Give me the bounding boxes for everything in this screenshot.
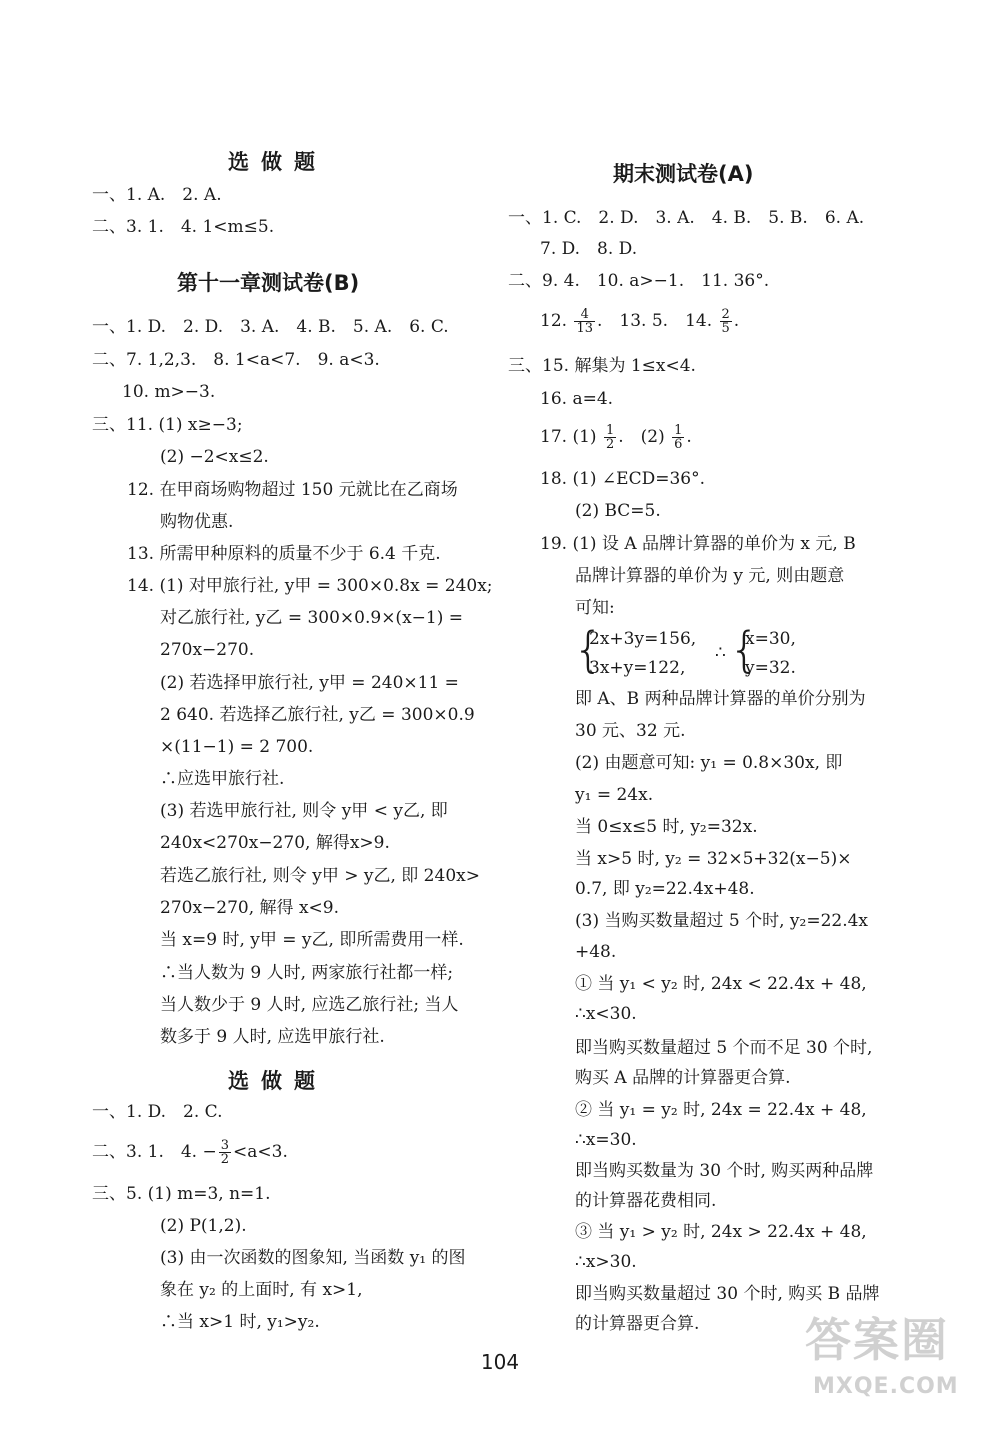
fraction bbox=[672, 424, 684, 451]
fraction-numerator: 4 bbox=[580, 307, 589, 322]
answer-line: 12. 在甲商场购物超过 150 元就比在乙商场 bbox=[127, 480, 458, 500]
watermark-logo bbox=[795, 1304, 970, 1399]
answer-line: 对乙旅行社, y乙 = 300×0.9×(x−1) = bbox=[160, 608, 463, 628]
text: . (2) bbox=[618, 427, 665, 447]
answer-line: 14. (1) 对甲旅行社, y甲 = 300×0.8x = 240x; bbox=[127, 576, 493, 596]
left-sec1-line-2: 二、3. 1. 4. 1<m≤5. bbox=[92, 217, 275, 237]
fraction-denominator: 13 bbox=[576, 321, 593, 336]
answer-line: (2) 由题意可知: y₁ = 0.8×30x, 即 bbox=[575, 753, 843, 773]
answer-line: 三、11. (1) x≥−3; bbox=[92, 415, 243, 435]
answer-line: 一、1. D. 2. D. 3. A. 4. B. 5. A. 6. C. bbox=[92, 317, 449, 337]
answer-line: (3) 若选甲旅行社, 则令 y甲 < y乙, 即 bbox=[160, 801, 448, 821]
answer-line: ∴当 x>1 时, y₁>y₂. bbox=[160, 1312, 320, 1332]
fraction bbox=[574, 308, 595, 335]
left-section-title-2: 选做题 bbox=[228, 1069, 327, 1093]
right-line: (2) BC=5. bbox=[575, 501, 661, 521]
answer-line: 即当购买数量为 30 个时, 购买两种品牌 bbox=[575, 1161, 874, 1181]
text: . bbox=[733, 311, 740, 331]
answer-line: y₁ = 24x. bbox=[575, 785, 654, 805]
answer-line: (2) −2<x≤2. bbox=[160, 447, 269, 467]
fraction-numerator: 3 bbox=[220, 1138, 229, 1153]
answer-line: +48. bbox=[575, 942, 617, 962]
left-sec2-line-1: 一、1. D. 2. C. bbox=[92, 1102, 223, 1122]
answer-line: ② 当 y₁ = y₂ 时, 24x = 22.4x + 48, bbox=[575, 1100, 867, 1120]
text: . 13. 5. 14. bbox=[597, 311, 713, 331]
answer-line: 即 A、B 两种品牌计算器的单价分别为 bbox=[575, 689, 866, 709]
answer-line: 270x−270. bbox=[160, 640, 255, 660]
answer-line: 二、7. 1,2,3. 8. 1<a<7. 9. a<3. bbox=[92, 350, 380, 370]
answer-line: 数多于 9 人时, 应选甲旅行社. bbox=[160, 1027, 385, 1047]
fraction-numerator: 2 bbox=[721, 307, 730, 322]
answer-line: 当 x=9 时, y甲 = y乙, 即所需费用一样. bbox=[160, 930, 464, 950]
answer-line: 当人数少于 9 人时, 应选乙旅行社; 当人 bbox=[160, 995, 459, 1015]
answer-line: (3) 当购买数量超过 5 个时, y₂=22.4x bbox=[575, 911, 869, 931]
answer-line: 即当购买数量超过 5 个而不足 30 个时, bbox=[575, 1038, 873, 1058]
answer-line: 即当购买数量超过 30 个时, 购买 B 品牌 bbox=[575, 1284, 880, 1304]
page-number: 104 bbox=[480, 1350, 520, 1374]
fraction-numerator: 1 bbox=[605, 423, 615, 438]
fraction bbox=[604, 424, 616, 451]
answer-line: 当 x>5 时, y₂ = 32×5+32(x−5)× bbox=[575, 849, 852, 869]
fraction-numerator: 1 bbox=[674, 423, 683, 438]
right-line: 16. a=4. bbox=[540, 389, 614, 409]
solution: x=30, bbox=[745, 629, 796, 649]
left-sec1-line-1: 一、1. A. 2. A. bbox=[92, 185, 222, 205]
left-brace-icon: { bbox=[573, 622, 604, 678]
equation: 3x+y=122, bbox=[589, 658, 686, 678]
right-line: 品牌计算器的单价为 y 元, 则由题意 bbox=[575, 566, 845, 586]
answer-line: ① 当 y₁ < y₂ 时, 24x < 22.4x + 48, bbox=[575, 974, 867, 994]
fraction bbox=[219, 1139, 231, 1166]
answer-line: 购物优惠. bbox=[160, 512, 234, 532]
answer-line: 240x<270x−270, 解得x>9. bbox=[160, 833, 390, 853]
answer-line: 的计算器更合算. bbox=[575, 1314, 700, 1334]
therefore-symbol: ∴ bbox=[715, 643, 726, 663]
answer-line: 的计算器花费相同. bbox=[575, 1191, 717, 1211]
text: . bbox=[686, 427, 692, 447]
answer-line: 若选乙旅行社, 则令 y甲 > y乙, 即 240x> bbox=[160, 866, 480, 886]
fraction bbox=[720, 308, 732, 335]
answer-line: 13. 所需甲种原料的质量不少于 6.4 千克. bbox=[127, 544, 441, 564]
right-line: 三、15. 解集为 1≤x<4. bbox=[508, 356, 696, 376]
answer-line: 象在 y₂ 的上面时, 有 x>1, bbox=[160, 1280, 363, 1300]
answer-line: 270x−270, 解得 x<9. bbox=[160, 898, 339, 918]
text: 12. bbox=[540, 311, 568, 331]
answer-line: ∴x=30. bbox=[575, 1130, 637, 1150]
fraction-denominator: 2 bbox=[220, 1152, 229, 1167]
left-brace-icon: { bbox=[729, 622, 760, 678]
answer-line: (3) 由一次函数的图象知, 当函数 y₁ 的图 bbox=[160, 1248, 466, 1268]
answer-line: ③ 当 y₁ > y₂ 时, 24x > 22.4x + 48, bbox=[575, 1222, 867, 1242]
fraction-denominator: 2 bbox=[605, 437, 615, 452]
right-line: 19. (1) 设 A 品牌计算器的单价为 x 元, B bbox=[540, 534, 856, 554]
text: 17. (1) bbox=[540, 427, 597, 447]
answer-line: 30 元、32 元. bbox=[575, 721, 686, 741]
fraction-denominator: 5 bbox=[721, 321, 730, 336]
answer-line: ∴x<30. bbox=[575, 1004, 637, 1024]
answer-line: ∴当人数为 9 人时, 两家旅行社都一样; bbox=[160, 963, 454, 983]
answer-line: ×(11−1) = 2 700. bbox=[160, 737, 314, 757]
right-line-fractions-17 bbox=[540, 422, 692, 452]
right-line: 可知: bbox=[575, 598, 615, 618]
watermark-url: MXQE.COM bbox=[813, 1374, 959, 1399]
answer-line: 2 640. 若选择乙旅行社, y乙 = 300×0.9 bbox=[160, 705, 475, 725]
fraction-denominator: 6 bbox=[674, 437, 683, 452]
answer-line: (2) P(1,2). bbox=[160, 1216, 247, 1236]
right-line: 7. D. 8. D. bbox=[540, 239, 638, 259]
answer-line: 购买 A 品牌的计算器更合算. bbox=[575, 1068, 791, 1088]
watermark-text: 答案圈 bbox=[805, 1313, 949, 1367]
answer-line: 0.7, 即 y₂=22.4x+48. bbox=[575, 879, 755, 899]
left-section-title-1: 选做题 bbox=[228, 150, 327, 174]
answer-line: 三、5. (1) m=3, n=1. bbox=[92, 1184, 271, 1204]
right-line: 18. (1) ∠ECD=36°. bbox=[540, 469, 705, 489]
text: <a<3. bbox=[233, 1142, 288, 1162]
text: 二、3. 1. 4. − bbox=[92, 1142, 217, 1162]
answer-line: (2) 若选择甲旅行社, y甲 = 240×11 = bbox=[160, 673, 459, 693]
right-line: 一、1. C. 2. D. 3. A. 4. B. 5. B. 6. A. bbox=[508, 208, 865, 228]
answer-line: 当 0≤x≤5 时, y₂=32x. bbox=[575, 817, 758, 837]
answer-line: 10. m>−3. bbox=[122, 382, 216, 402]
equation: 2x+3y=156, bbox=[589, 629, 697, 649]
right-line: 二、9. 4. 10. a>−1. 11. 36°. bbox=[508, 271, 770, 291]
chapter-test-title: 第十一章测试卷(B) bbox=[177, 271, 360, 295]
answer-line: ∴应选甲旅行社. bbox=[160, 769, 285, 789]
answer-line: ∴x>30. bbox=[575, 1252, 637, 1272]
equation-system bbox=[573, 624, 833, 684]
right-line-fractions-12-14 bbox=[540, 306, 739, 336]
solution: y=32. bbox=[745, 658, 796, 678]
final-test-title: 期末测试卷(A) bbox=[613, 162, 754, 186]
left-sec2-line-2 bbox=[92, 1138, 288, 1166]
